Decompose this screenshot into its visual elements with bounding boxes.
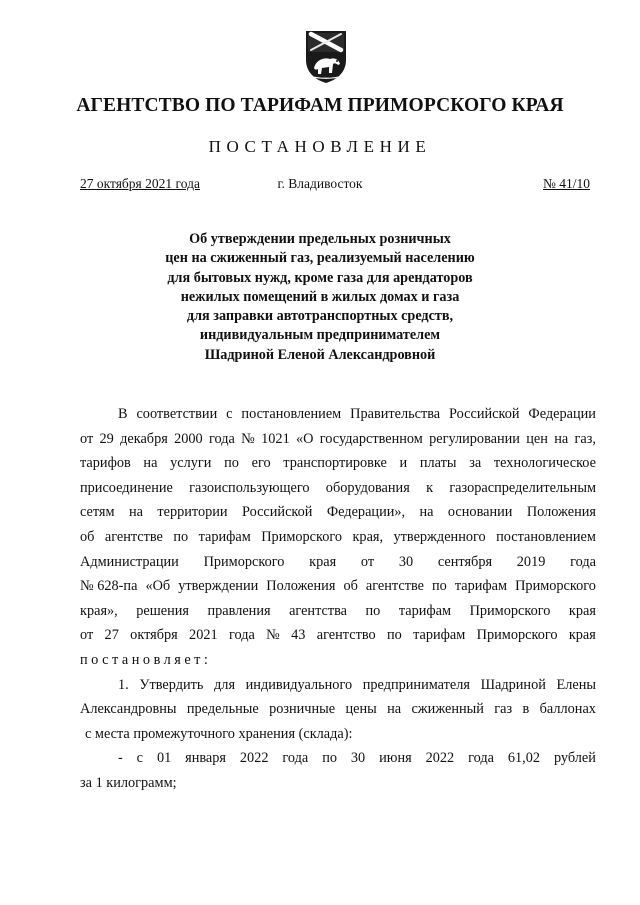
word: 2000 <box>174 430 203 447</box>
word: на <box>387 701 402 718</box>
word: газораспределительным <box>449 479 596 496</box>
word: по <box>322 750 337 767</box>
word: на <box>419 504 434 521</box>
word: тарифам <box>398 602 452 619</box>
word: государственном <box>319 430 423 447</box>
word: июня <box>379 750 412 767</box>
word: января <box>185 750 226 767</box>
word: Шадриной <box>480 676 546 693</box>
word: для <box>214 676 236 693</box>
document-subject <box>0 230 640 365</box>
body-line <box>80 476 596 501</box>
body-line <box>80 427 596 452</box>
word: к <box>426 479 434 496</box>
word: по <box>431 578 447 595</box>
word: тарифов <box>80 455 131 472</box>
word: газ, <box>574 430 596 447</box>
subject-line: для заправки автотранспортных средств, <box>186 308 454 325</box>
word: «Об <box>145 578 171 595</box>
body-line: за 1 килограмм; <box>80 774 177 791</box>
word: об <box>343 578 358 595</box>
word: № <box>241 430 255 447</box>
word: агентство <box>316 627 376 644</box>
word: сжиженный <box>411 701 484 718</box>
word: № 628-па <box>80 578 138 595</box>
subject-line: для бытовых нужд, кроме газа для арендаторов <box>167 269 473 286</box>
word: присоединение <box>80 479 173 496</box>
word: 01 <box>156 750 172 767</box>
word: года <box>282 750 309 767</box>
word: правления <box>207 602 271 619</box>
word: Утвердить <box>139 676 204 693</box>
word: его <box>251 455 271 472</box>
coat-of-arms-emblem-icon <box>298 28 354 84</box>
word: Положения <box>266 578 336 595</box>
word: 2019 <box>516 553 546 570</box>
body-line <box>80 402 596 427</box>
word: Приморского <box>261 528 343 545</box>
word: территории <box>157 504 228 521</box>
word: края», <box>80 602 118 619</box>
word: Приморского <box>476 627 558 644</box>
body-line <box>80 599 596 624</box>
word: года <box>209 430 235 447</box>
word: Правительства <box>350 406 441 422</box>
word: «О <box>296 430 314 447</box>
word: тарифам <box>413 627 466 644</box>
word: Российской <box>241 504 313 521</box>
word: 1021 <box>261 430 290 447</box>
body-line <box>80 574 596 599</box>
word: 43 <box>291 627 306 644</box>
word: края, <box>352 528 384 545</box>
word: и <box>399 455 408 472</box>
document-body <box>80 402 596 796</box>
word: В <box>118 406 128 422</box>
word: 30 <box>350 750 366 767</box>
word: 1. <box>118 676 129 693</box>
word: тарифам <box>198 528 251 545</box>
word: в <box>522 701 530 718</box>
word: платы <box>419 455 457 472</box>
subject-line: нежилых помещений в жилых домах и газа <box>180 288 460 305</box>
word: утвержденного <box>393 528 486 545</box>
word: утверждении <box>178 578 259 595</box>
subject-line: Шадриной Еленой Александровной <box>204 346 436 363</box>
word: газоиспользующего <box>189 479 310 496</box>
word: индивидуального <box>245 676 353 693</box>
word: года <box>468 750 494 767</box>
word: за <box>469 455 482 472</box>
word: декабря <box>120 430 168 447</box>
word: 2022 <box>425 750 455 767</box>
word: на <box>143 455 158 472</box>
document-number: № 41/10 <box>542 176 590 191</box>
word: - <box>118 750 123 767</box>
word: октября <box>130 627 178 644</box>
word: рублей <box>553 750 596 767</box>
word: баллонах <box>539 701 596 718</box>
body-line <box>80 550 596 575</box>
document-date: 27 октября 2021 года <box>80 176 200 191</box>
word: предпринимателя <box>362 676 470 693</box>
word: по <box>173 528 189 545</box>
word: 30 <box>398 553 414 570</box>
body-line <box>80 451 596 476</box>
word: края <box>309 553 337 570</box>
word: цены <box>345 701 377 718</box>
word: года <box>570 553 596 570</box>
word: Администрации <box>80 553 179 570</box>
subject-line: цен на сжиженный газ, реализуемый населению <box>165 250 475 267</box>
word: Положения <box>526 504 596 521</box>
body-line <box>80 746 596 771</box>
word: Приморского <box>203 553 285 570</box>
word: края <box>568 602 596 619</box>
word: решения <box>136 602 189 619</box>
body-line <box>80 673 596 698</box>
word: на <box>128 504 143 521</box>
word: постановлением <box>241 406 342 422</box>
word: по <box>224 455 239 472</box>
word: Российской <box>449 406 520 422</box>
word: оборудования <box>325 479 410 496</box>
word: Елены <box>556 676 596 693</box>
word: технологическое <box>493 455 596 472</box>
body-line <box>80 525 596 550</box>
word: с <box>136 750 144 767</box>
body-line: постановляет: <box>80 651 212 668</box>
word: 29 <box>99 430 114 447</box>
word: края <box>568 627 596 644</box>
word: 2022 <box>239 750 269 767</box>
word: газ <box>494 701 513 718</box>
word: розничные <box>269 701 336 718</box>
subject-line: индивидуальным предпринимателем <box>199 327 441 344</box>
word: Приморского <box>469 602 551 619</box>
word: постановлением <box>496 528 596 545</box>
document-city: г. Владивосток <box>277 176 363 191</box>
word: об <box>80 528 95 545</box>
document-type: ПОСТАНОВЛЕНИЕ <box>208 137 432 156</box>
word: 27 <box>104 627 119 644</box>
word: основании <box>447 504 513 521</box>
word: агентства <box>289 602 348 619</box>
word: агентстве <box>365 578 424 595</box>
word: Федерации <box>528 406 596 422</box>
agency-title: АГЕНТСТВО ПО ТАРИФАМ ПРИМОРСКОГО КРАЯ <box>76 95 564 116</box>
body-line <box>80 500 596 525</box>
word: цен <box>526 430 548 447</box>
word: агентстве <box>104 528 163 545</box>
body-line <box>80 697 596 722</box>
word: на <box>554 430 569 447</box>
word: 61,02 <box>507 750 541 767</box>
subject-line: Об утверждении предельных розничных <box>189 231 451 247</box>
word: 2021 <box>189 627 218 644</box>
word: Федерации», <box>326 504 406 521</box>
word: Александровны <box>80 701 177 718</box>
body-line: с места промежуточного хранения (склада): <box>85 725 353 742</box>
word: регулировании <box>429 430 520 447</box>
word: сентября <box>437 553 493 570</box>
word: от <box>80 430 94 447</box>
word: от <box>360 553 375 570</box>
word: № <box>266 627 280 644</box>
word: предельные <box>186 701 259 718</box>
word: тарифам <box>454 578 508 595</box>
word: транспортировке <box>283 455 387 472</box>
word: по <box>386 627 402 644</box>
word: года <box>228 627 255 644</box>
word: от <box>80 627 94 644</box>
word: с <box>226 406 233 422</box>
word: Приморского <box>515 578 596 595</box>
body-line <box>80 623 596 648</box>
word: сетям <box>80 504 115 521</box>
word: услуги <box>170 455 212 472</box>
word: по <box>365 602 381 619</box>
word: соответствии <box>136 406 218 422</box>
